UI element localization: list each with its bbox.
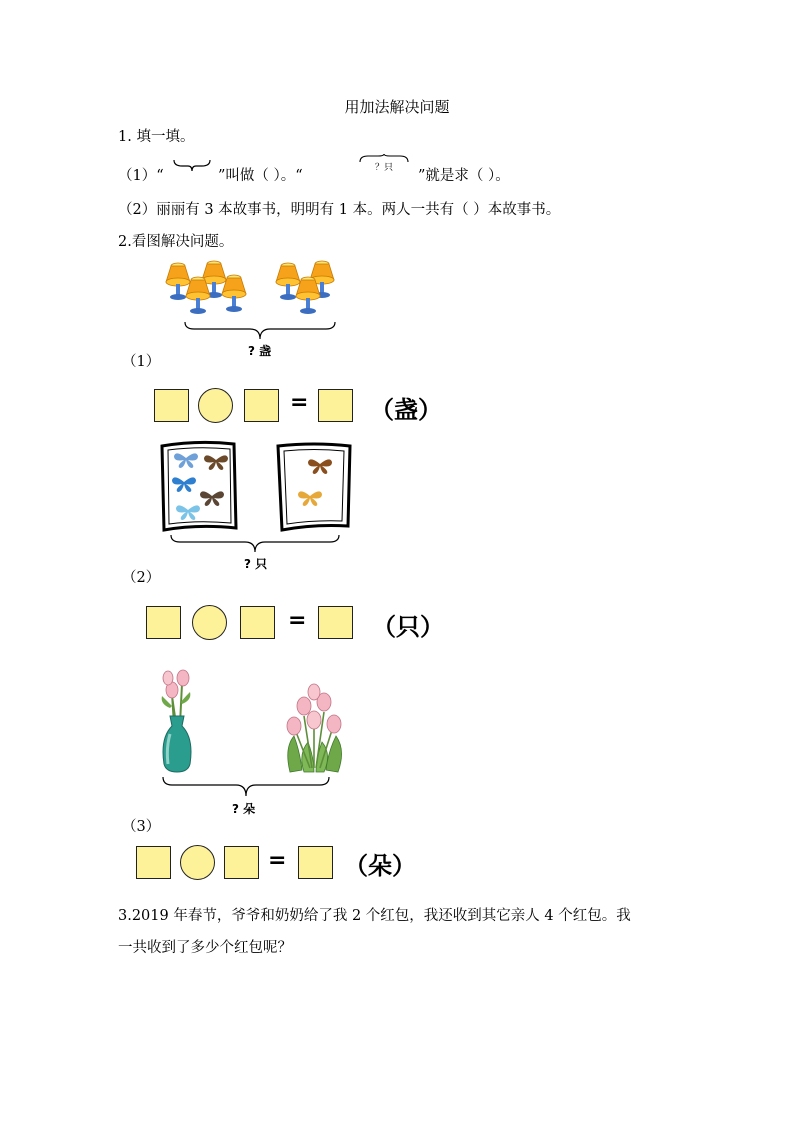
q2-heading: 2.看图解决问题。 <box>118 234 234 250</box>
part-1-label: （1） <box>122 354 161 370</box>
unit-3: （朵） <box>344 852 416 880</box>
q3-line1: 3.2019 年春节，爷爷和奶奶给了我 2 个红包，我还收到其它亲人 4 个红包。我 <box>118 908 631 924</box>
lamp-group-right <box>276 261 334 314</box>
part-2-label: （2） <box>122 570 161 586</box>
answer-box-2c[interactable] <box>318 606 353 639</box>
brace-1-icon <box>184 321 336 341</box>
answer-box-1b[interactable] <box>244 389 279 422</box>
answer-box-2a[interactable] <box>146 606 181 639</box>
answer-box-3b[interactable] <box>224 846 259 879</box>
answer-box-1a[interactable] <box>154 389 189 422</box>
operator-circle-1[interactable] <box>198 388 233 423</box>
equals-sign-2: = <box>288 608 307 633</box>
q1-item1-mid1: ”叫做（ ）。“ <box>218 168 303 184</box>
brace-2-icon <box>170 534 340 554</box>
operator-circle-2[interactable] <box>192 605 227 640</box>
butterfly-frame-right <box>278 444 350 530</box>
part-3-label: （3） <box>122 819 161 835</box>
q1-item2: （2）丽丽有 3 本故事书，明明有 1 本。两人一共有（ ）本故事书。 <box>118 202 561 218</box>
page-title: 用加法解决问题 <box>344 98 450 116</box>
small-brace-down-icon <box>172 158 212 172</box>
lamps-illustration <box>162 258 342 320</box>
lamp-group-left <box>166 261 246 314</box>
tulip-bunch-illustration <box>280 682 348 774</box>
vase-flowers-illustration <box>152 664 202 776</box>
q1-item1-prefix: （1）“ <box>118 168 164 184</box>
answer-box-3a[interactable] <box>136 846 171 879</box>
q1-item1-mid2: ”就是求（ ）。 <box>418 168 510 184</box>
q1-heading: 1. 填一填。 <box>118 129 195 145</box>
brace-3-label: ? 朵 <box>232 802 256 816</box>
butterflies-illustration <box>158 440 354 534</box>
equals-sign-3: = <box>268 848 287 873</box>
q3-line2: 一共收到了多少个红包呢？ <box>118 940 292 956</box>
brace-3-icon <box>162 776 330 798</box>
brace-1-label: ? 盏 <box>248 344 272 358</box>
butterfly-frame-left <box>162 442 236 530</box>
operator-circle-3[interactable] <box>180 845 215 880</box>
equals-sign-1: = <box>290 390 309 415</box>
answer-box-3c[interactable] <box>298 846 333 879</box>
answer-box-2b[interactable] <box>240 606 275 639</box>
unit-1: （盏） <box>370 396 442 424</box>
unit-2: （只） <box>372 613 444 641</box>
q1-item1-brace-label: ？只 <box>375 163 394 173</box>
brace-2-label: ? 只 <box>244 557 268 571</box>
answer-box-1c[interactable] <box>318 389 353 422</box>
